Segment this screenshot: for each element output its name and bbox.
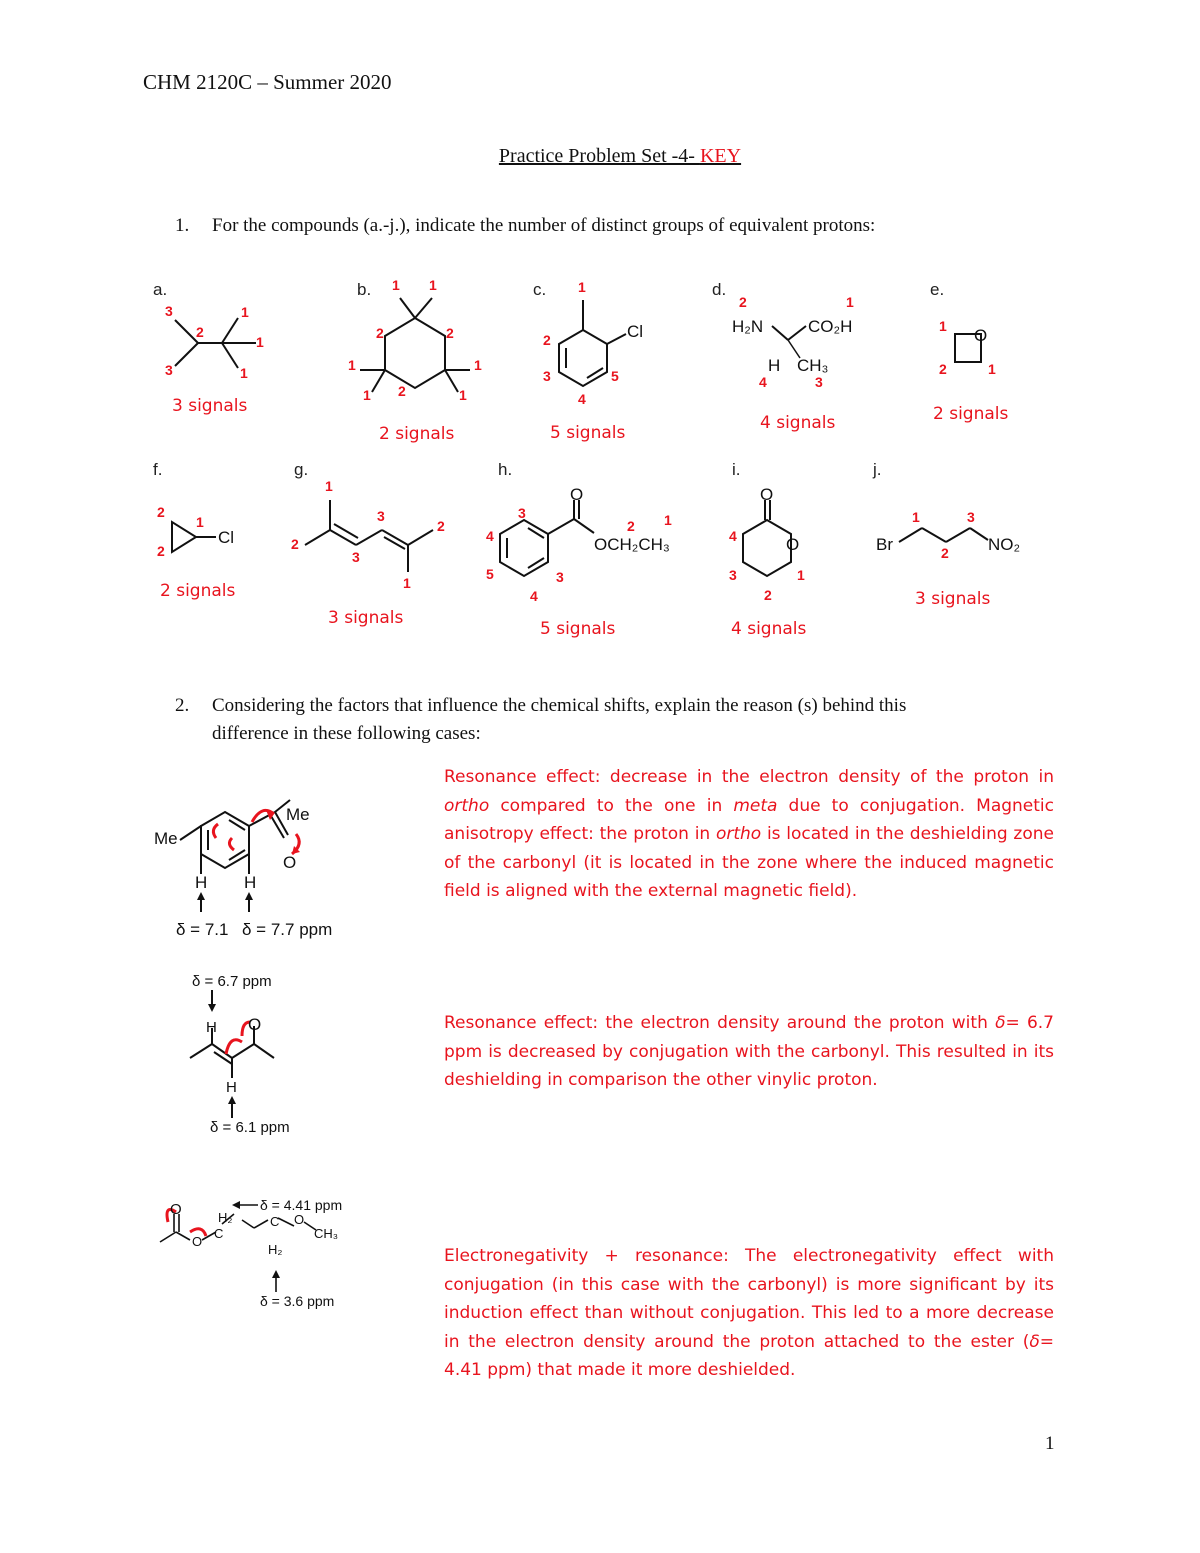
structure-h xyxy=(500,500,594,576)
answer-d: 4 signals xyxy=(760,413,836,433)
title-text: Practice Problem Set -4- xyxy=(498,145,700,167)
svg-text:5: 5 xyxy=(486,566,494,582)
answer-f: 2 signals xyxy=(160,581,236,601)
equivalence-numbers xyxy=(157,277,996,604)
atom-h2n: H₂N xyxy=(732,317,764,336)
answer-b: 2 signals xyxy=(379,424,455,444)
svg-text:3: 3 xyxy=(377,508,385,524)
svg-text:2: 2 xyxy=(157,504,165,520)
atom-o-e: O xyxy=(974,326,988,345)
svg-text:4: 4 xyxy=(759,374,767,390)
case3-o-ester: O xyxy=(192,1234,203,1249)
case1-answer: Resonance effect: decrease in the electron density of the proton in ortho compared to the one in meta due to conjugation. Magnetic anisotropy effect: the proton in ortho is located in the deshielding zone of the carbonyl (it is located in the zone where the induced magnetic field is aligned with the external magnetic field). xyxy=(444,767,1054,901)
svg-text:3: 3 xyxy=(967,509,975,525)
q1-text: For the compounds (a.-j.), indicate the number of distinct groups of equivalent protons: xyxy=(212,215,876,236)
compound-label-c: c. xyxy=(533,280,547,299)
case2-answer: Resonance effect: the electron density around the proton with δ= 6.7 ppm is decreased by conjugation with the carbonyl. This resulted in its deshielding in comparison the other vinylic proton. xyxy=(444,1013,1054,1090)
case3-answer: Electronegativity + resonance: The electronegativity effect with conjugation (in this case with the carbonyl) is more significant by its induction effect than without conjugation. This led to a more decrease in the electron density around the proton attached to the ester (δ= 4.41 ppm) that made it more deshielded. xyxy=(444,1246,1054,1380)
svg-text:1: 1 xyxy=(988,361,996,377)
compound-label-j: j. xyxy=(873,460,882,479)
structure-g xyxy=(305,500,433,572)
svg-text:2: 2 xyxy=(196,324,204,340)
structure-a xyxy=(175,318,256,368)
answer-g: 3 signals xyxy=(328,608,404,628)
case2-h-bottom: H xyxy=(226,1079,237,1096)
svg-text:2: 2 xyxy=(543,332,551,348)
structure-b xyxy=(360,298,470,392)
svg-text:1: 1 xyxy=(459,387,467,403)
case3-c-top: C xyxy=(214,1226,224,1241)
case2-shift-bottom: δ = 6.1 ppm xyxy=(210,1119,290,1136)
svg-text:1: 1 xyxy=(912,509,920,525)
answer-i: 4 signals xyxy=(731,619,807,639)
case1-h-right: H xyxy=(244,873,257,892)
atom-cl-c: Cl xyxy=(627,322,644,341)
page-number: 1 xyxy=(1045,1433,1055,1454)
structure-j xyxy=(899,528,988,542)
svg-text:3: 3 xyxy=(518,505,526,521)
svg-text:1: 1 xyxy=(664,512,672,528)
atom-och2ch3: OCH₂CH₃ xyxy=(594,535,670,554)
svg-text:4: 4 xyxy=(530,588,538,604)
compound-label-i: i. xyxy=(732,460,741,479)
answer-h: 5 signals xyxy=(540,619,616,639)
case3-c-bottom: C xyxy=(270,1214,280,1229)
case2-shift-top: δ = 6.7 ppm xyxy=(192,973,272,990)
atom-no2: NO₂ xyxy=(988,535,1021,554)
svg-text:2: 2 xyxy=(157,543,165,559)
q2-text-line2: difference in these following cases: xyxy=(212,723,481,744)
atom-br: Br xyxy=(876,535,893,554)
case3-shift-top: δ = 4.41 ppm xyxy=(260,1197,343,1213)
case3-structure xyxy=(150,1192,370,1312)
svg-text:3: 3 xyxy=(729,567,737,583)
atom-o-i-carbonyl: O xyxy=(760,485,774,504)
svg-text:3: 3 xyxy=(815,374,823,390)
case2-h-top: H xyxy=(206,1019,217,1036)
svg-text:1: 1 xyxy=(797,567,805,583)
svg-text:2: 2 xyxy=(398,383,406,399)
case3-o-carbonyl: O xyxy=(170,1201,182,1218)
case3-o-ether: O xyxy=(294,1212,305,1227)
svg-text:3: 3 xyxy=(165,362,173,378)
q1-number: 1. xyxy=(175,215,190,236)
svg-text:1: 1 xyxy=(325,478,333,494)
case1-h-left: H xyxy=(195,873,208,892)
compound-label-a: a. xyxy=(153,280,168,299)
atom-o-i-ring: O xyxy=(786,535,800,554)
svg-text:1: 1 xyxy=(474,357,482,373)
compound-label-e: e. xyxy=(930,280,945,299)
svg-text:2: 2 xyxy=(446,325,454,341)
structure-i xyxy=(743,500,791,576)
answer-c: 5 signals xyxy=(550,423,626,443)
compound-label-h: h. xyxy=(498,460,513,479)
svg-text:4: 4 xyxy=(486,528,494,544)
svg-text:1: 1 xyxy=(363,387,371,403)
case3-ch3: CH₃ xyxy=(314,1226,339,1241)
svg-text:2: 2 xyxy=(376,325,384,341)
structure-d xyxy=(772,326,806,358)
svg-text:2: 2 xyxy=(941,545,949,561)
atom-co2h: CO₂H xyxy=(808,317,853,336)
compound-label-b: b. xyxy=(357,280,372,299)
svg-text:3: 3 xyxy=(352,549,360,565)
svg-text:2: 2 xyxy=(764,587,772,603)
svg-text:3: 3 xyxy=(543,368,551,384)
svg-text:2: 2 xyxy=(939,361,947,377)
svg-text:1: 1 xyxy=(240,365,248,381)
svg-text:1: 1 xyxy=(578,279,586,295)
svg-text:2: 2 xyxy=(627,518,635,534)
q1-structures xyxy=(0,0,1200,660)
atom-o-h: O xyxy=(570,485,584,504)
svg-text:2: 2 xyxy=(739,294,747,310)
svg-text:1: 1 xyxy=(196,514,204,530)
case1-me-left: Me xyxy=(154,829,178,848)
svg-text:4: 4 xyxy=(729,528,737,544)
q2-number: 2. xyxy=(175,695,190,716)
atom-ch3-d: CH₃ xyxy=(797,356,829,375)
svg-text:1: 1 xyxy=(403,575,411,591)
case3-h2-bottom: H₂ xyxy=(268,1242,283,1257)
svg-text:1: 1 xyxy=(846,294,854,310)
atom-cl-f: Cl xyxy=(218,528,235,547)
answer-a: 3 signals xyxy=(172,396,248,416)
answer-j: 3 signals xyxy=(915,589,991,609)
answer-e: 2 signals xyxy=(933,404,1009,424)
atom-h-d: H xyxy=(768,356,781,375)
case1-o: O xyxy=(283,853,297,872)
svg-text:4: 4 xyxy=(578,391,586,407)
course-header: CHM 2120C – Summer 2020 xyxy=(143,70,392,94)
svg-text:2: 2 xyxy=(437,518,445,534)
case1-shift-a: δ = 7.1 xyxy=(176,920,229,939)
svg-text:3: 3 xyxy=(556,569,564,585)
svg-text:1: 1 xyxy=(939,318,947,334)
compound-label-f: f. xyxy=(153,460,163,479)
case1-shift-b: δ = 7.7 ppm xyxy=(242,920,333,939)
q2-text-line1: Considering the factors that influence the chemical shifts, explain the reason (s) behind this xyxy=(212,695,907,716)
svg-text:1: 1 xyxy=(256,334,264,350)
svg-text:3: 3 xyxy=(165,303,173,319)
svg-text:2: 2 xyxy=(291,536,299,552)
case2-structure xyxy=(180,968,340,1148)
title-key: KEY xyxy=(699,145,742,167)
svg-text:1: 1 xyxy=(241,304,249,320)
compound-label-d: d. xyxy=(712,280,727,299)
compound-label-g: g. xyxy=(294,460,309,479)
case3-h2-top: H₂ xyxy=(218,1210,233,1225)
case3-shift-bottom: δ = 3.6 ppm xyxy=(260,1293,335,1309)
svg-text:5: 5 xyxy=(611,368,619,384)
case1-structure xyxy=(140,790,380,950)
svg-text:1: 1 xyxy=(348,357,356,373)
svg-text:1: 1 xyxy=(392,277,400,293)
case1-me-right: Me xyxy=(286,805,310,824)
svg-text:1: 1 xyxy=(429,277,437,293)
structure-f xyxy=(172,522,216,552)
case2-o: O xyxy=(248,1015,262,1034)
